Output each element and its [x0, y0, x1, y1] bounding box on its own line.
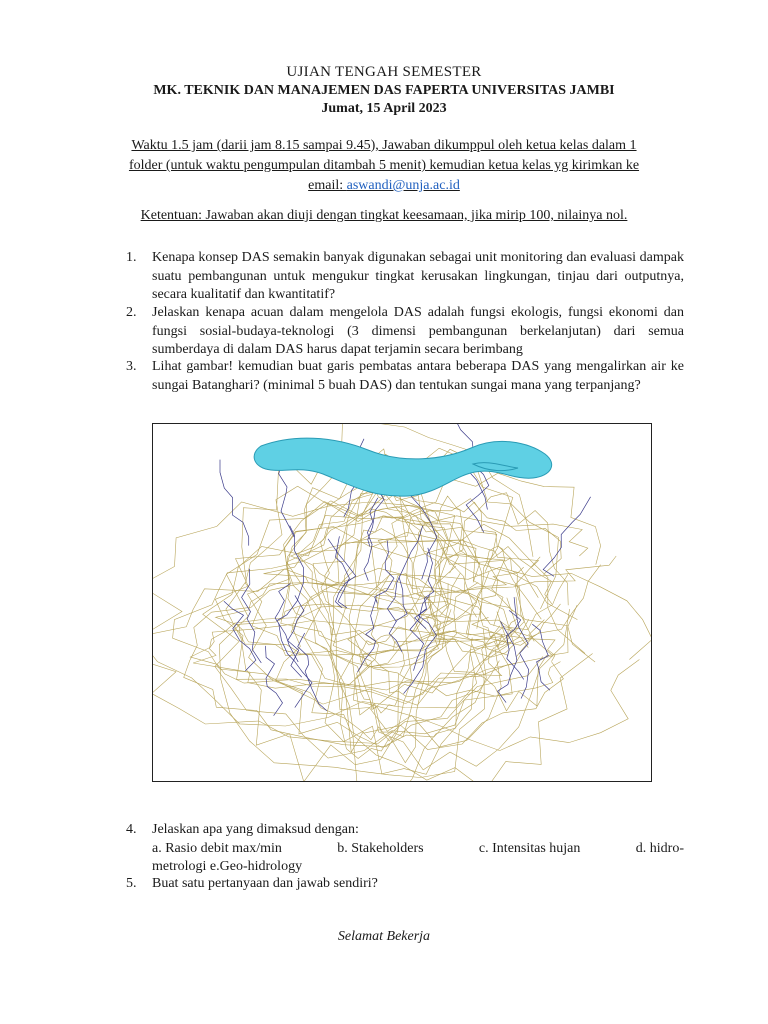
contour-line — [276, 574, 595, 749]
question-text: Buat satu pertanyaan dan jawab sendiri? — [152, 876, 378, 891]
batanghari-river — [254, 438, 552, 496]
contour-line — [477, 546, 520, 648]
contour-line — [215, 527, 541, 704]
email-label: email: — [308, 178, 347, 193]
instructions-line-2: folder (untuk waktu pengumpulan ditambah 5 menit) kemudian ketua kelas yg kirimkan ke — [128, 158, 640, 173]
question-text: Kenapa konsep DAS semakin banyak digunakan sebagai unit monitoring dan evaluasi dampak suatu pembangunan untuk mengukur tingkat kerusakan lingkungan, tinjau dari outputnya, secara kualitatif dan kwantitatif? — [152, 250, 684, 302]
stream-line — [498, 621, 517, 702]
email-link[interactable]: aswandi@unja.ac.id — [346, 178, 460, 193]
instructions — [100, 136, 668, 196]
term-list-tail: metrologi e.Geo-hidrology — [152, 859, 303, 874]
contour-line — [153, 502, 513, 726]
term-item: a. Rasio debit max/min — [152, 840, 282, 856]
exam-date: Jumat, 15 April 2023 — [321, 101, 447, 116]
question-prompt: Jelaskan apa yang dimaksud dengan: — [152, 822, 359, 837]
stream-line — [328, 539, 356, 608]
contour-line — [216, 581, 504, 657]
term-item: d. hidro- — [635, 840, 684, 856]
question-text: Lihat gambar! kemudian buat garis pembatas antara beberapa DAS yang mengalirkan air ke sungai Batanghari? (minimal 5 buah DAS) dan tentukan sungai mana yang terpanjang? — [152, 359, 684, 393]
contour-line — [321, 509, 461, 645]
question-number: 1. — [126, 250, 137, 265]
term-item: c. Intensitas hujan — [478, 840, 581, 856]
course-title: MK. TEKNIK DAN MANAJEMEN DAS FAPERTA UNIVERSITAS JAMBI — [153, 83, 615, 98]
contour-line — [348, 567, 651, 750]
question-number: 3. — [126, 359, 137, 374]
stream-line — [389, 577, 407, 652]
stream-line — [543, 497, 590, 577]
exam-rule: Ketentuan: Jawaban akan diuji dengan tingkat keesamaan, jika mirip 100, nilainya nol. — [140, 208, 628, 223]
term-item: b. Stakeholders — [337, 840, 424, 856]
watershed-map — [152, 423, 652, 782]
instructions-line-1: Waktu 1.5 jam (darii jam 8.15 sampai 9.45), Jawaban dikumppul oleh ketua kelas dalam 1 — [131, 138, 637, 153]
stream-line — [242, 569, 262, 663]
email-line — [100, 176, 668, 196]
question-number: 5. — [126, 876, 137, 891]
stream-line — [514, 597, 529, 698]
stream-line — [279, 623, 312, 708]
question-number: 2. — [126, 305, 137, 320]
watershed-map-figure — [153, 424, 651, 781]
closing-text: Selamat Bekerja — [337, 929, 431, 944]
exam-title: UJIAN TENGAH SEMESTER — [286, 64, 482, 80]
question-text — [152, 821, 684, 877]
question-number: 4. — [126, 822, 137, 837]
contour-line — [362, 631, 561, 696]
contour-line — [298, 484, 497, 647]
term-list — [152, 840, 684, 859]
question-text: Jelaskan kenapa acuan dalam mengelola DAS adalah fungsi ekologis, fungsi ekonomi dan fungsi sosial-budaya-teknologi (3 dimensi pembangunan berkelanjutan) dari semua sumberdaya di dalam DAS harus dapat terjamin secara berimbang — [152, 305, 684, 357]
contour-line — [349, 516, 441, 737]
